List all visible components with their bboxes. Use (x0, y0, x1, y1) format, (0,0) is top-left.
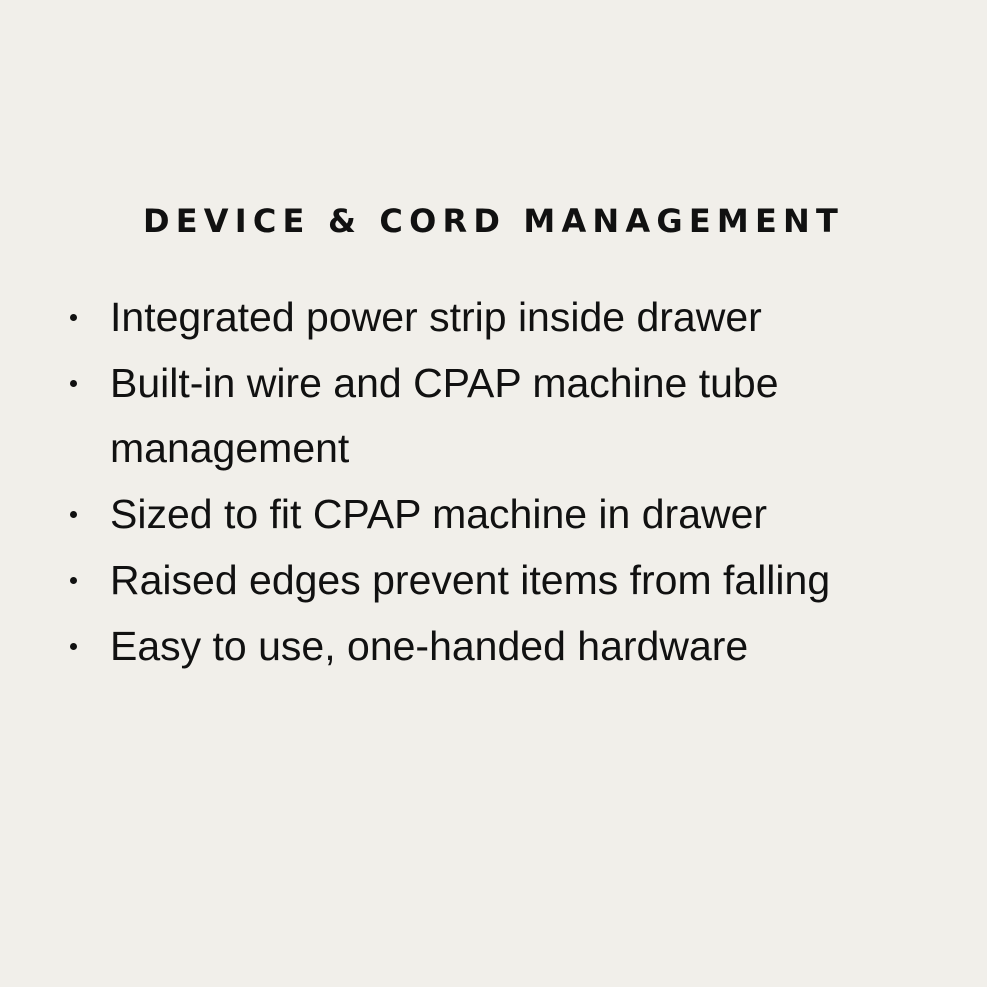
feature-text-continued: management (110, 425, 350, 472)
bullet-dot-icon (70, 577, 77, 584)
feature-item (62, 482, 962, 548)
bullet-dot-icon (70, 511, 77, 518)
feature-item (62, 285, 962, 351)
bullet-dot-icon (70, 643, 77, 650)
feature-text: Sized to fit CPAP machine in drawer (110, 491, 768, 538)
feature-list (62, 285, 962, 679)
feature-text: Built-in wire and CPAP machine tube (110, 359, 779, 406)
feature-text: Raised edges prevent items from falling (110, 556, 831, 603)
bullet-dot-icon (70, 314, 77, 321)
feature-text: Easy to use, one-handed hardware (110, 622, 749, 669)
section-title: DEVICE & CORD MANAGEMENT (142, 202, 845, 241)
bullet-dot-icon (70, 380, 77, 387)
feature-text: Integrated power strip inside drawer (110, 294, 762, 340)
feature-item (62, 614, 962, 680)
feature-item (62, 548, 962, 614)
feature-item (62, 351, 962, 482)
